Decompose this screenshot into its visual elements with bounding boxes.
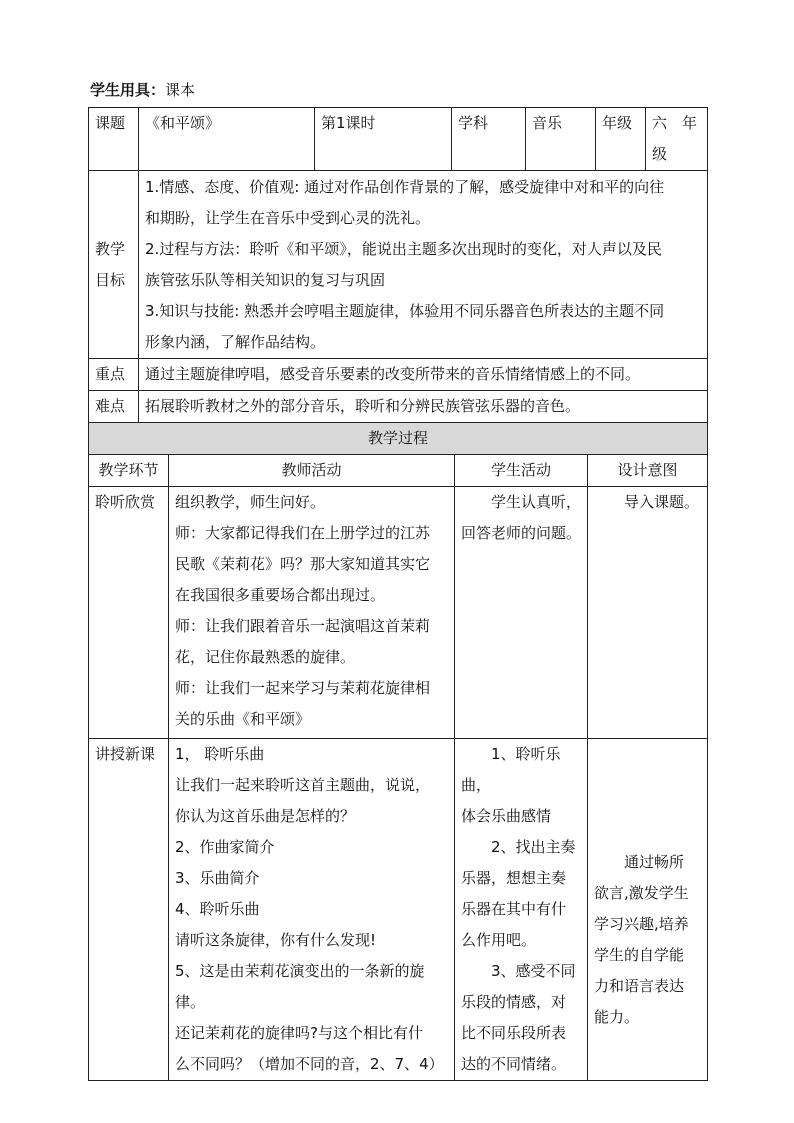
student-line: 乐段的情感，对 xyxy=(461,993,567,1011)
header-intent: 设计意图 xyxy=(588,455,708,487)
grade-value-line-2: 级 xyxy=(652,145,668,163)
teacher-line: 关的乐曲《和平颂》 xyxy=(175,710,311,728)
subject-label: 学科 xyxy=(452,108,526,171)
grade-value-line-1: 六 年 xyxy=(652,114,698,132)
student-line: 达的不同情绪。 xyxy=(461,1055,567,1073)
goals-line: 3.知识与技能: 熟悉并会哼唱主题旋律，体验用不同乐器音色所表达的主题不同 xyxy=(145,301,665,320)
student-line: 么作用吧。 xyxy=(461,931,537,949)
student-line: 2、找出主奏 xyxy=(491,838,576,856)
teacher-activity-listening xyxy=(169,487,455,739)
teacher-line: 4、聆听乐曲 xyxy=(175,900,260,918)
lesson-period: 第1课时 xyxy=(315,108,452,171)
teacher-line: 3、乐曲简介 xyxy=(175,869,260,887)
lesson-info-table xyxy=(88,107,708,423)
intent-line: 学生的自学能 xyxy=(594,945,685,964)
goals-line: 和期盼，让学生在音乐中受到心灵的洗礼。 xyxy=(145,208,431,227)
teaching-process-table xyxy=(88,422,708,1081)
header-teacher: 教师活动 xyxy=(169,455,455,487)
teacher-line: 师：让我们跟着音乐一起演唱这首茉莉 xyxy=(175,617,431,635)
header-student: 学生活动 xyxy=(455,455,588,487)
teacher-line: 师：大家都记得我们在上册学过的江苏 xyxy=(175,524,431,542)
goals-label-line-2: 目标 xyxy=(95,270,126,289)
teacher-line: 组织教学，师生问好。 xyxy=(175,493,326,511)
teacher-line: 你认为这首乐曲是怎样的？ xyxy=(175,807,356,825)
student-line: 学生认真听， xyxy=(491,493,582,511)
difficulty-label: 难点 xyxy=(89,391,139,423)
goals-line: 形象内涵，了解作品结构。 xyxy=(145,332,326,351)
teacher-line: 让我们一起来聆听这首主题曲，说说， xyxy=(175,776,431,794)
header-stage: 教学环节 xyxy=(89,455,169,487)
goals-row xyxy=(89,171,708,359)
teacher-line: 1， 聆听乐曲 xyxy=(175,745,265,763)
intent-line: 通过畅所 xyxy=(624,852,685,871)
student-line: 乐器，想想主奏 xyxy=(461,869,567,887)
design-intent-listening xyxy=(588,487,708,739)
process-row-listening xyxy=(89,487,708,739)
goals-line: 族管弦乐队等相关知识的复习与巩固 xyxy=(145,270,386,289)
key-point-label: 重点 xyxy=(89,359,139,391)
student-tools-value: 课本 xyxy=(165,81,196,99)
subject-value: 音乐 xyxy=(526,108,596,171)
student-tools-line xyxy=(90,80,195,100)
intent-line: 力和语言表达 xyxy=(594,976,685,995)
grade-label: 年级 xyxy=(596,108,646,171)
topic-row xyxy=(89,108,708,171)
teacher-line: 请听这条旋律，你有什么发现! xyxy=(175,931,377,949)
teacher-line: 师：让我们一起来学习与茉莉花旋律相 xyxy=(175,679,431,697)
student-activity-new-lesson xyxy=(455,739,588,1081)
topic-label: 课题 xyxy=(89,108,139,171)
student-line: 体会乐曲感情 xyxy=(461,807,552,825)
difficulty-value: 拓展聆听教材之外的部分音乐，聆听和分辨民族管弦乐器的音色。 xyxy=(139,391,708,423)
student-activity-listening xyxy=(455,487,588,739)
student-line: 乐器在其中有什 xyxy=(461,900,567,918)
teacher-line: 还记茉莉花的旋律吗?与这个相比有什 xyxy=(175,1024,423,1042)
intent-line: 欲言,激发学生 xyxy=(594,883,689,902)
student-line: 回答老师的问题。 xyxy=(461,524,582,542)
difficulty-row xyxy=(89,391,708,423)
goals-label xyxy=(89,171,139,359)
student-line: 3、感受不同 xyxy=(491,962,576,980)
process-title-row xyxy=(89,423,708,455)
stage-new-lesson: 讲授新课 xyxy=(89,739,169,1081)
key-point-value: 通过主题旋律哼唱，感受音乐要素的改变所带来的音乐情绪情感上的不同。 xyxy=(139,359,708,391)
goals-line: 2.过程与方法：聆听《和平颂》，能说出主题多次出现时的变化，对人声以及民 xyxy=(145,239,662,258)
student-line: 1、聆听乐曲， xyxy=(461,745,561,794)
teacher-line: 民歌《茉莉花》吗？那大家知道其实它 xyxy=(175,555,431,573)
teacher-line: 么不同吗？（增加不同的音，2、7、4） xyxy=(175,1055,444,1073)
teacher-line: 花，记住你最熟悉的旋律。 xyxy=(175,648,356,666)
topic-value: 《和平颂》 xyxy=(139,108,315,171)
process-header-row xyxy=(89,455,708,487)
intent-line: 导入课题。 xyxy=(624,493,700,511)
student-line: 比不同乐段所表 xyxy=(461,1024,567,1042)
goals-line: 1.情感、态度、价值观: 通过对作品创作背景的了解，感受旋律中对和平的向往 xyxy=(145,177,665,196)
goals-label-line-1: 教学 xyxy=(95,239,126,258)
stage-listening: 聆听欣赏 xyxy=(89,487,169,739)
student-tools-label: 学生用具： xyxy=(90,81,166,99)
teacher-line: 5、这是由茉莉花演变出的一条新的旋律。 xyxy=(175,962,425,1011)
intent-line: 能力。 xyxy=(594,1007,640,1026)
teacher-line: 2、作曲家简介 xyxy=(175,838,275,856)
process-row-new-lesson xyxy=(89,739,708,1081)
process-title: 教学过程 xyxy=(89,423,708,455)
teacher-line: 在我国很多重要场合都出现过。 xyxy=(175,586,386,604)
intent-line: 学习兴趣,培养 xyxy=(594,914,689,933)
key-point-row xyxy=(89,359,708,391)
design-intent-new-lesson xyxy=(588,739,708,1081)
teacher-activity-new-lesson xyxy=(169,739,455,1081)
goals-content xyxy=(139,171,708,359)
grade-value xyxy=(646,108,708,171)
